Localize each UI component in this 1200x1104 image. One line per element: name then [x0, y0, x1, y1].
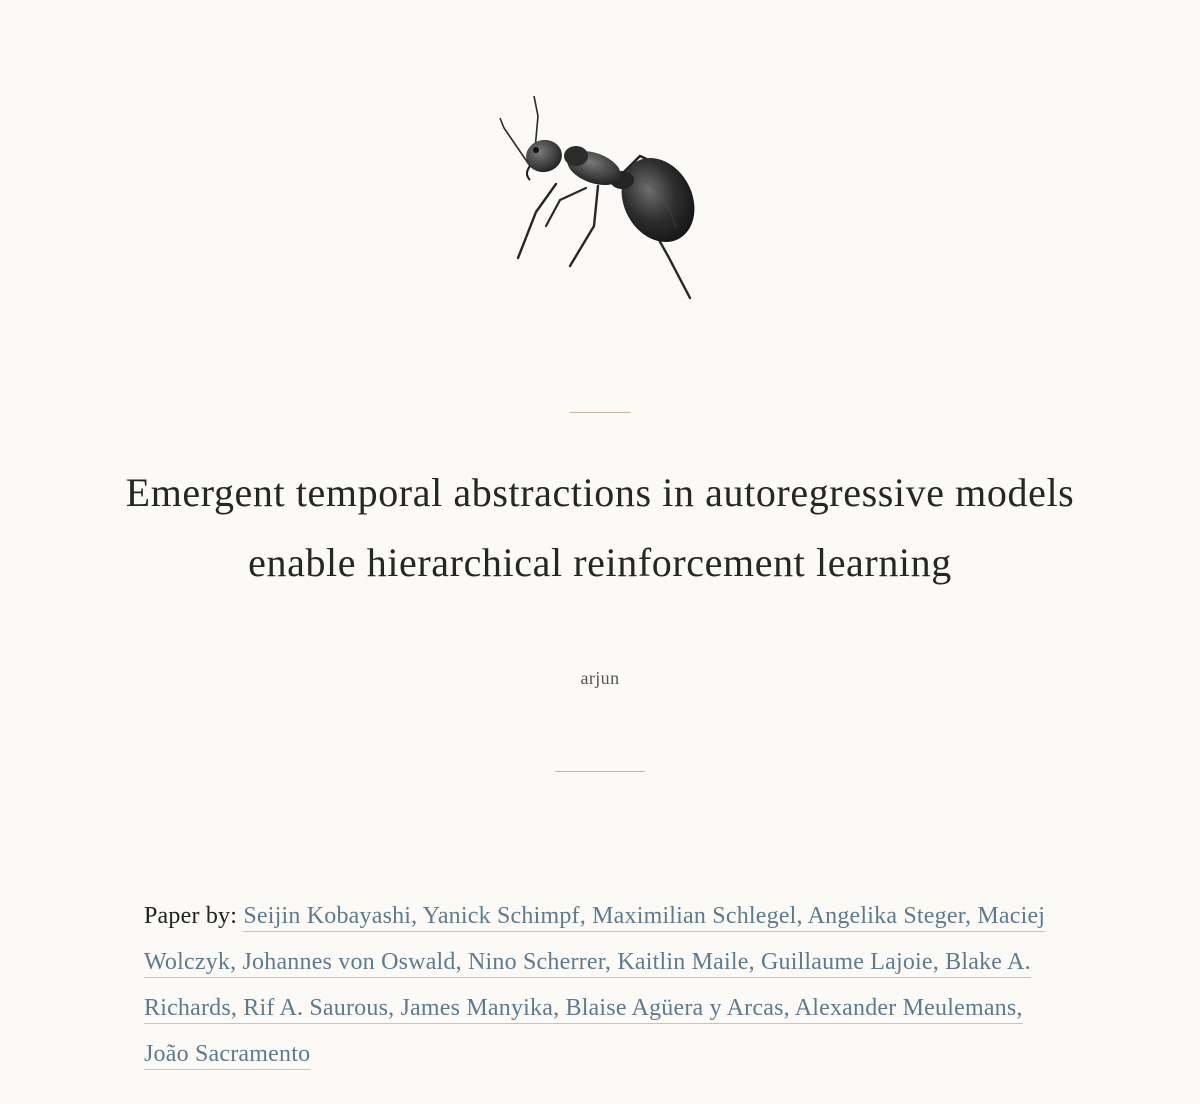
- ant-illustration: [490, 88, 710, 308]
- paper-authors-link[interactable]: Seijin Kobayashi, Yanick Schimpf, Maximilian Schlegel, Angelika Steger, Maciej Wolczyk, Johannes von Oswald, Nino Scherrer, Kaitlin Maile, Guillaume Lajoie, Blake A. Richards, Rif A. Saurous, James Manyika, Blaise Agüera y Arcas, Alexander Meulemans, João Sacramento: [144, 903, 1045, 1070]
- ant-icon: [490, 88, 710, 308]
- post-author: arjun: [580, 668, 620, 688]
- byline-prefix: Paper by:: [144, 903, 238, 929]
- title-bottom-divider: [555, 771, 645, 772]
- title-top-divider: [570, 412, 630, 413]
- post-title: Emergent temporal abstractions in autoregressive models enable hierarchical reinforcement learning: [125, 470, 1075, 585]
- paper-byline: [144, 893, 1064, 1077]
